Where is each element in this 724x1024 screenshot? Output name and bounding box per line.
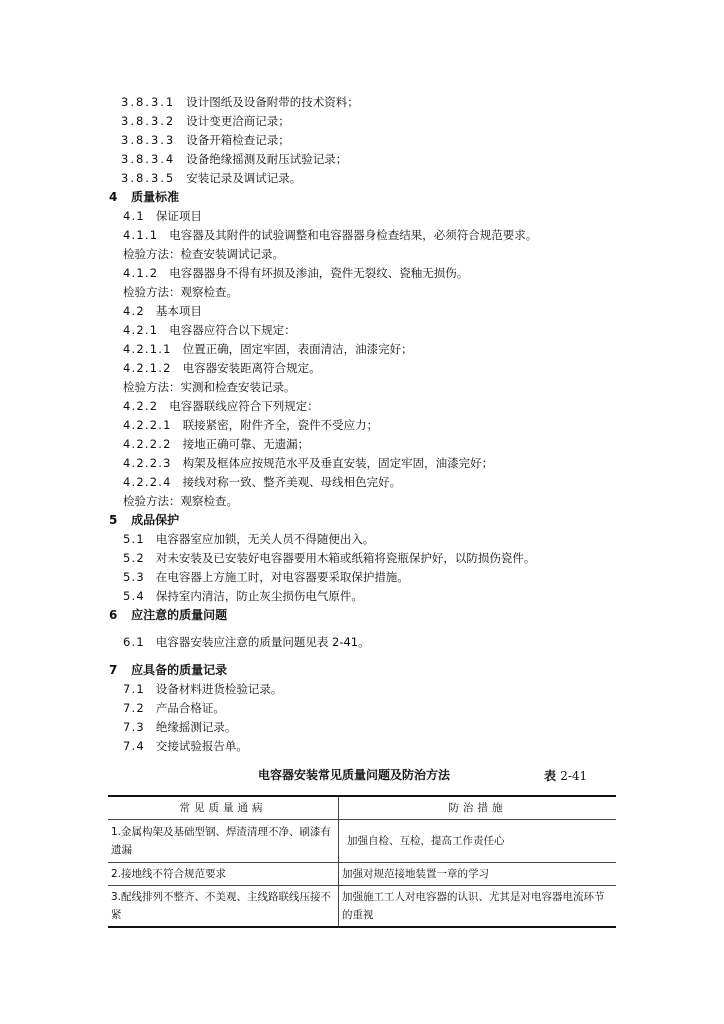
section-text: 电容器室应加锁，无关人员不得随便出入。: [155, 532, 375, 546]
section-heading: 质量标准: [131, 190, 180, 204]
line-4-2-2-2: [123, 436, 309, 452]
section-heading: 成品保护: [131, 513, 180, 527]
section-number: 7.4: [123, 739, 145, 753]
table-number-label: 表: [544, 769, 557, 783]
section-number: 4.1.2: [123, 266, 159, 280]
heading-6: [109, 607, 227, 623]
section-number: 4.1.1: [123, 228, 159, 242]
line-4-1-1: [123, 227, 537, 243]
section-number: 4.2.1: [123, 323, 159, 337]
section-number: 4.1: [123, 209, 145, 223]
line-4-2-2: [123, 398, 319, 414]
section-number: 4.2: [123, 304, 145, 318]
section-text: 保持室内清洁，防止灰尘损伤电气原件。: [155, 589, 363, 603]
section-number: 6: [109, 608, 119, 622]
line-check-3: [123, 379, 296, 395]
section-text: 在电容器上方施工时，对电容器要采取保护措施。: [155, 570, 409, 584]
section-number: 5.1: [123, 532, 145, 546]
line-check-4: [123, 493, 238, 509]
section-number: 5.2: [123, 551, 145, 565]
line-7-2: [123, 700, 225, 716]
table-row: [108, 886, 616, 928]
section-text: 设备绝缘摇测及耐压试验记录；: [186, 152, 348, 166]
line-4-2-2-3: [123, 455, 493, 471]
section-number: 7.1: [123, 682, 145, 696]
section-text: 检验方法：实测和检查安装记录。: [123, 380, 296, 394]
line-4-2-2-4: [123, 474, 401, 490]
problem-cell: 3.配线排列不整齐、不美观、主线路联线压接不紧: [108, 886, 339, 928]
section-number: 4.2.1.1: [123, 342, 172, 356]
problem-cell: 1.金属构架及基础型钢、焊渣清理不净、刷漆有遗漏: [108, 820, 339, 863]
problem-cell: 2.接地线不符合规范要求: [108, 863, 339, 886]
section-number: 5: [109, 513, 119, 527]
line-6-1: [123, 634, 370, 650]
section-number: 4.2.2.4: [123, 475, 172, 489]
line-5-3: [123, 569, 409, 585]
section-text: 联接紧密，附件齐全，瓷件不受应力；: [182, 418, 379, 432]
section-text: 检验方法：检查安装调试记录。: [123, 247, 284, 261]
section-text: 绝缘摇测记录。: [155, 720, 237, 734]
line-3-8-3-2: [121, 113, 290, 129]
section-number: 3.8.3.4: [121, 152, 176, 166]
section-text: 电容器安装应注意的质量问题见表 2-41。: [155, 635, 370, 649]
line-4-2: [123, 303, 202, 319]
section-number: 7.3: [123, 720, 145, 734]
line-check-2: [123, 284, 238, 300]
section-number: 6.1: [123, 635, 145, 649]
heading-7: [109, 662, 227, 678]
section-number: 4.2.2.2: [123, 437, 172, 451]
measure-cell: 加强施工工人对电容器的认识、尤其是对电容器电流环节的重视: [339, 886, 617, 928]
line-4-2-2-1: [123, 417, 378, 433]
table-title: 电容器安装常见质量问题及防治方法: [258, 768, 451, 782]
section-text: 电容器安装距离符合规定。: [182, 361, 321, 375]
section-text: 保证项目: [155, 209, 202, 223]
section-number: 5.4: [123, 589, 145, 603]
section-number: 4: [109, 190, 119, 204]
section-text: 设计图纸及设备附带的技术资料；: [186, 95, 359, 109]
table-number: [544, 767, 587, 784]
section-number: 4.2.1.2: [123, 361, 172, 375]
line-5-4: [123, 588, 363, 604]
section-heading: 应具备的质量记录: [131, 663, 228, 677]
section-text: 电容器器身不得有坏损及渗油，瓷件无裂纹、瓷釉无损伤。: [169, 266, 469, 280]
line-check-1: [123, 246, 284, 262]
table-header-row: [108, 796, 616, 820]
line-3-8-3-4: [121, 151, 347, 167]
section-text: 产品合格证。: [155, 701, 225, 715]
quality-problem-table: [108, 795, 616, 928]
line-4-2-1-1: [123, 341, 413, 357]
section-number: 3.8.3.1: [121, 95, 176, 109]
table-number-value: 2-41: [560, 769, 588, 783]
line-4-1: [123, 208, 202, 224]
section-text: 电容器联线应符合下列规定：: [169, 399, 319, 413]
section-text: 检验方法：观察检查。: [123, 494, 238, 508]
section-text: 安装记录及调试记录。: [186, 171, 302, 185]
section-text: 设备开箱检查记录；: [186, 133, 290, 147]
section-number: 7: [109, 663, 119, 677]
section-text: 位置正确，固定牢固，表面清洁，油漆完好；: [182, 342, 413, 356]
section-text: 交接试验报告单。: [155, 739, 248, 753]
section-text: 电容器应符合以下规定：: [169, 323, 296, 337]
line-7-3: [123, 719, 236, 735]
table-row: [108, 863, 616, 886]
section-heading: 应注意的质量问题: [131, 608, 228, 622]
section-number: 3.8.3.2: [121, 114, 176, 128]
section-number: 4.2.2.1: [123, 418, 172, 432]
section-number: 7.2: [123, 701, 145, 715]
line-4-2-1-2: [123, 360, 321, 376]
section-text: 对未安装及已安装好电容器要用木箱或纸箱将瓷瓶保护好，以防损伤瓷件。: [155, 551, 536, 565]
section-text: 接地正确可靠、无遗漏；: [182, 437, 310, 451]
line-5-1: [123, 531, 374, 547]
line-7-1: [123, 681, 282, 697]
column-header-problem: 常见质量通病: [108, 796, 339, 820]
section-number: 3.8.3.5: [121, 171, 176, 185]
line-3-8-3-5: [121, 170, 301, 186]
heading-4: [109, 189, 179, 205]
section-number: 4.2.2: [123, 399, 159, 413]
section-text: 电容器及其附件的试验调整和电容器器身检查结果，必须符合规范要求。: [169, 228, 538, 242]
section-text: 构架及框体应按规范水平及垂直安装，固定牢固，油漆完好；: [182, 456, 494, 470]
section-text: 检验方法：观察检查。: [123, 285, 238, 299]
section-number: 5.3: [123, 570, 145, 584]
section-number: 3.8.3.3: [121, 133, 176, 147]
section-text: 设计变更洽商记录；: [186, 114, 290, 128]
line-4-1-2: [123, 265, 468, 281]
section-text: 基本项目: [155, 304, 202, 318]
section-number: 4.2.2.3: [123, 456, 172, 470]
table-row: [108, 820, 616, 863]
section-text: 设备材料进货检验记录。: [155, 682, 283, 696]
line-5-2: [123, 550, 535, 566]
column-header-measure: 防治措施: [339, 796, 617, 820]
measure-cell: 加强对规范接地装置一章的学习: [339, 863, 617, 886]
line-4-2-1: [123, 322, 296, 338]
heading-5: [109, 512, 179, 528]
line-3-8-3-1: [121, 94, 359, 110]
section-text: 接线对称一致、整齐美观、母线相色完好。: [182, 475, 402, 489]
measure-cell: 加强自检、互检，提高工作责任心: [339, 820, 617, 863]
line-3-8-3-3: [121, 132, 290, 148]
line-7-4: [123, 738, 248, 754]
